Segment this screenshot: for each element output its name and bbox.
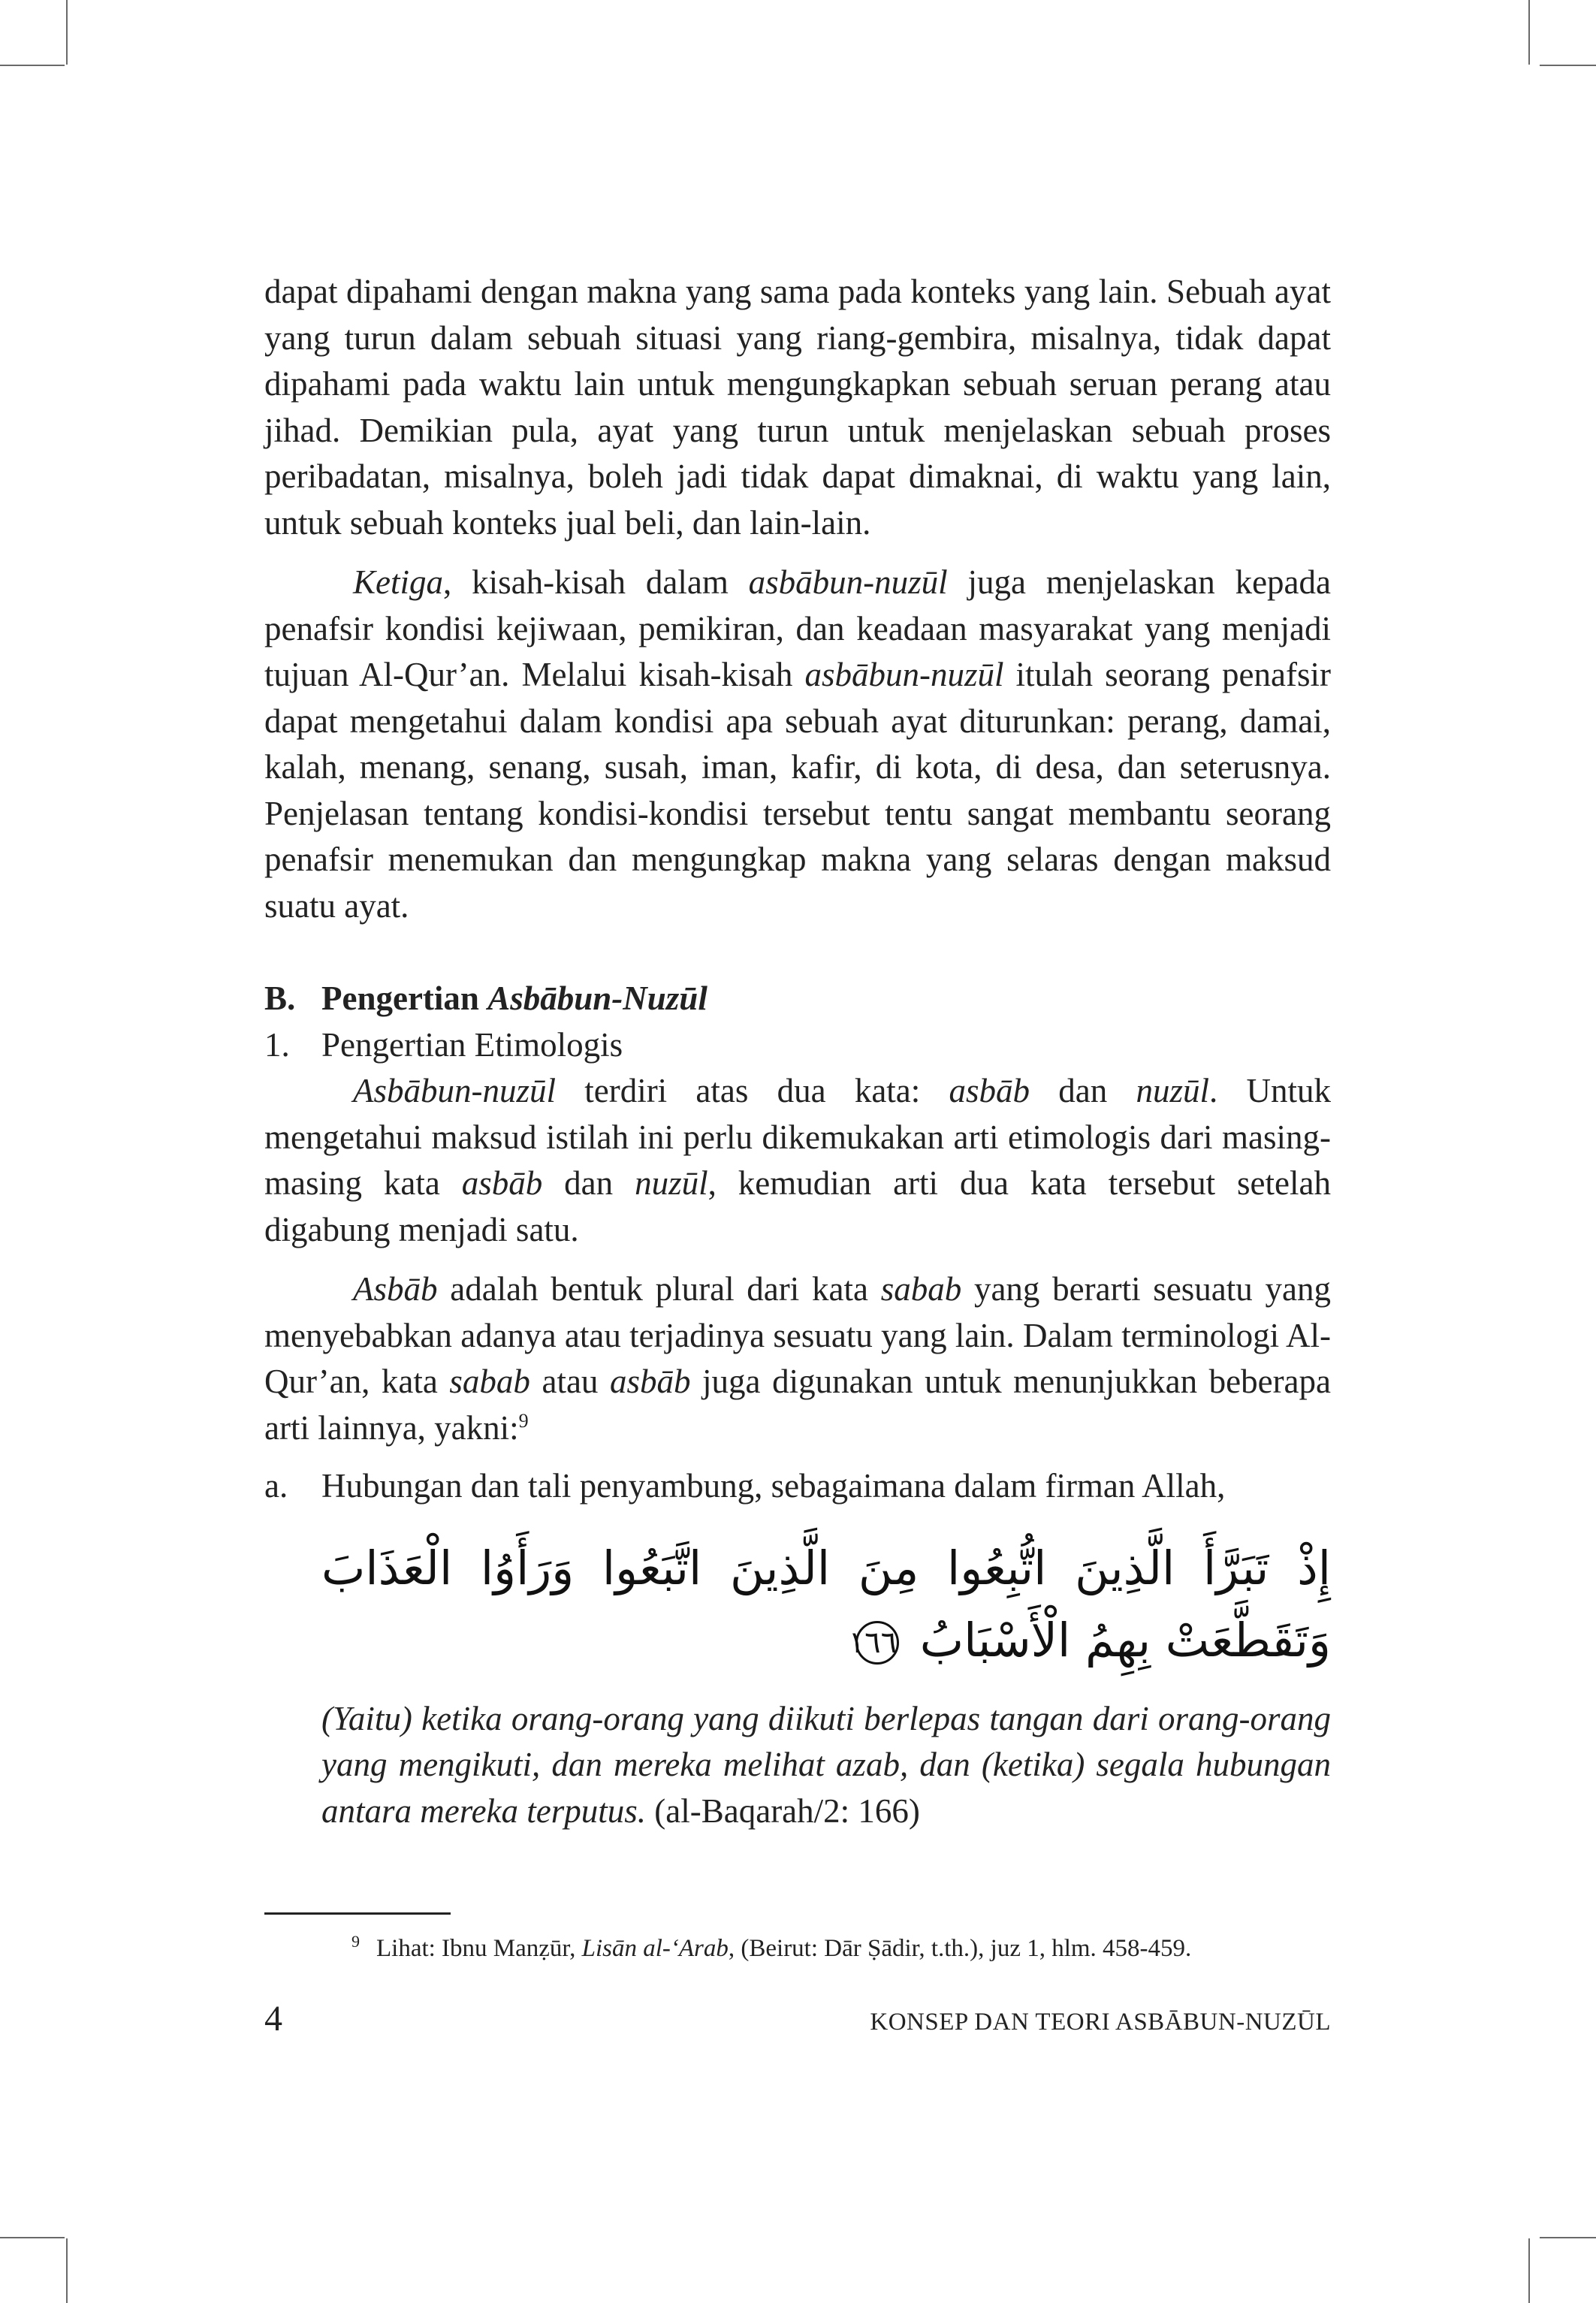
crop-mark [0, 2237, 65, 2238]
crop-mark [1540, 2237, 1596, 2238]
section-number: B. [264, 979, 296, 1017]
crop-mark [66, 0, 68, 65]
footnote-number: 9 [351, 1932, 360, 1951]
paragraph-4: Asbāb adalah bentuk plural dari kata sabab yang berarti sesuatu yang menyebabkan adanya atau terjadinya sesuatu yang lain. Dalam terminologi Al-Qur’an, kata sabab atau asbāb juga digunakan untuk menunjukkan beberapa arti lainnya, yakni:$^9$ [264, 1270, 1331, 1447]
section-heading [264, 976, 1331, 1022]
verse-translation: (Yaitu) ketika orang-orang yang diikuti berlepas tangan dari orang-orang yang mengikuti, dan mereka melihat azab, dan (ketika) segala hubungan antara mereka terputus. (al-Baqarah/2: 166) [321, 1699, 1331, 1830]
crop-mark [1528, 2238, 1530, 2303]
list-item-text: Hubungan dan tali penyambung, sebagaimana dalam firman Allah, [321, 1467, 1226, 1505]
crop-mark [1540, 65, 1596, 66]
quran-verse-arabic: إِذْ تَبَرَّأَ الَّذِينَ اتُّبِعُوا مِنَ الَّذِينَ اتَّبَعُوا وَرَأَوُا الْعَذَابَ وَتَقَطَّعَتْ بِهِمُ الْأَسْبَابُ ١٦٦ [321, 1540, 1331, 1668]
list-item [264, 1463, 1331, 1510]
footnote: $^9$ Lihat: Ibnu Manẓūr, Lisān al-‘Arab, (Beirut: Dār Ṣādir, t.th.), juz 1, hlm. 458-459. [351, 1932, 1192, 1962]
subsection-heading [264, 1022, 1331, 1069]
page-body [264, 269, 1331, 1834]
list-letter: a. [264, 1467, 288, 1505]
crop-mark [0, 65, 65, 66]
footnote-reference[interactable]: 9 [518, 1409, 529, 1432]
paragraph-2: Ketiga, kisah-kisah dalam asbābun-nuzūl juga menjelaskan kepada penafsir kondisi kejiwaan, pemikiran, dan keadaan masyarakat yang menjadi tujuan Al-Qur’an. Melalui kisah-kisah asbābun-nuzūl itulah seorang penafsir dapat mengetahui dalam kondisi apa sebuah ayat diturunkan: perang, damai, kalah, menang, senang, susah, iman, kafir, di kota, di desa, dan seterusnya. Penjelasan tentang kondisi-kondisi tersebut tentu sangat membantu seorang penafsir menemukan dan mengungkap makna yang selaras dengan maksud suatu ayat. [264, 563, 1331, 925]
crop-mark [66, 2238, 68, 2303]
italic-term: Ketiga [353, 563, 443, 601]
italic-term: asbābun-nuzūl [804, 656, 1004, 693]
italic-term: asbābun-nuzūl [748, 563, 948, 601]
footnote-divider [264, 1912, 451, 1915]
paragraph-3: Asbābun-nuzūl terdiri atas dua kata: asbāb dan nuzūl. Untuk mengetahui maksud istilah ini perlu dikemukakan arti etimologis dari masing-masing kata asbāb dan nuzūl, kemudian arti dua kata tersebut setelah digabung menjadi satu. [264, 1072, 1332, 1248]
running-footer: KONSEP DAN TEORI ASBĀBUN-NUZŪL [870, 2009, 1331, 2036]
verse-citation: (al-Baqarah/2: 166) [646, 1791, 920, 1830]
page-number: 4 [264, 1999, 282, 2039]
subsection-title: Pengertian Etimologis [321, 1025, 623, 1064]
crop-mark [1528, 0, 1530, 65]
subsection-number: 1. [264, 1025, 290, 1064]
verse-end-marker: ١٦٦ [855, 1621, 899, 1665]
paragraph-1: dapat dipahami dengan makna yang sama pada konteks yang lain. Sebuah ayat yang turun dalam sebuah situasi yang riang-gembira, misalnya, tidak dapat dipahami pada waktu lain untuk mengungkapkan sebuah seruan perang atau jihad. Demikian pula, ayat yang turun untuk menjelaskan sebuah proses peribadatan, misalnya, boleh jadi tidak dapat dimaknai, di waktu yang lain, untuk sebuah konteks jual beli, dan lain-lain. [264, 273, 1331, 542]
section-title: Pengertian Asbābun-Nuzūl [321, 979, 707, 1017]
